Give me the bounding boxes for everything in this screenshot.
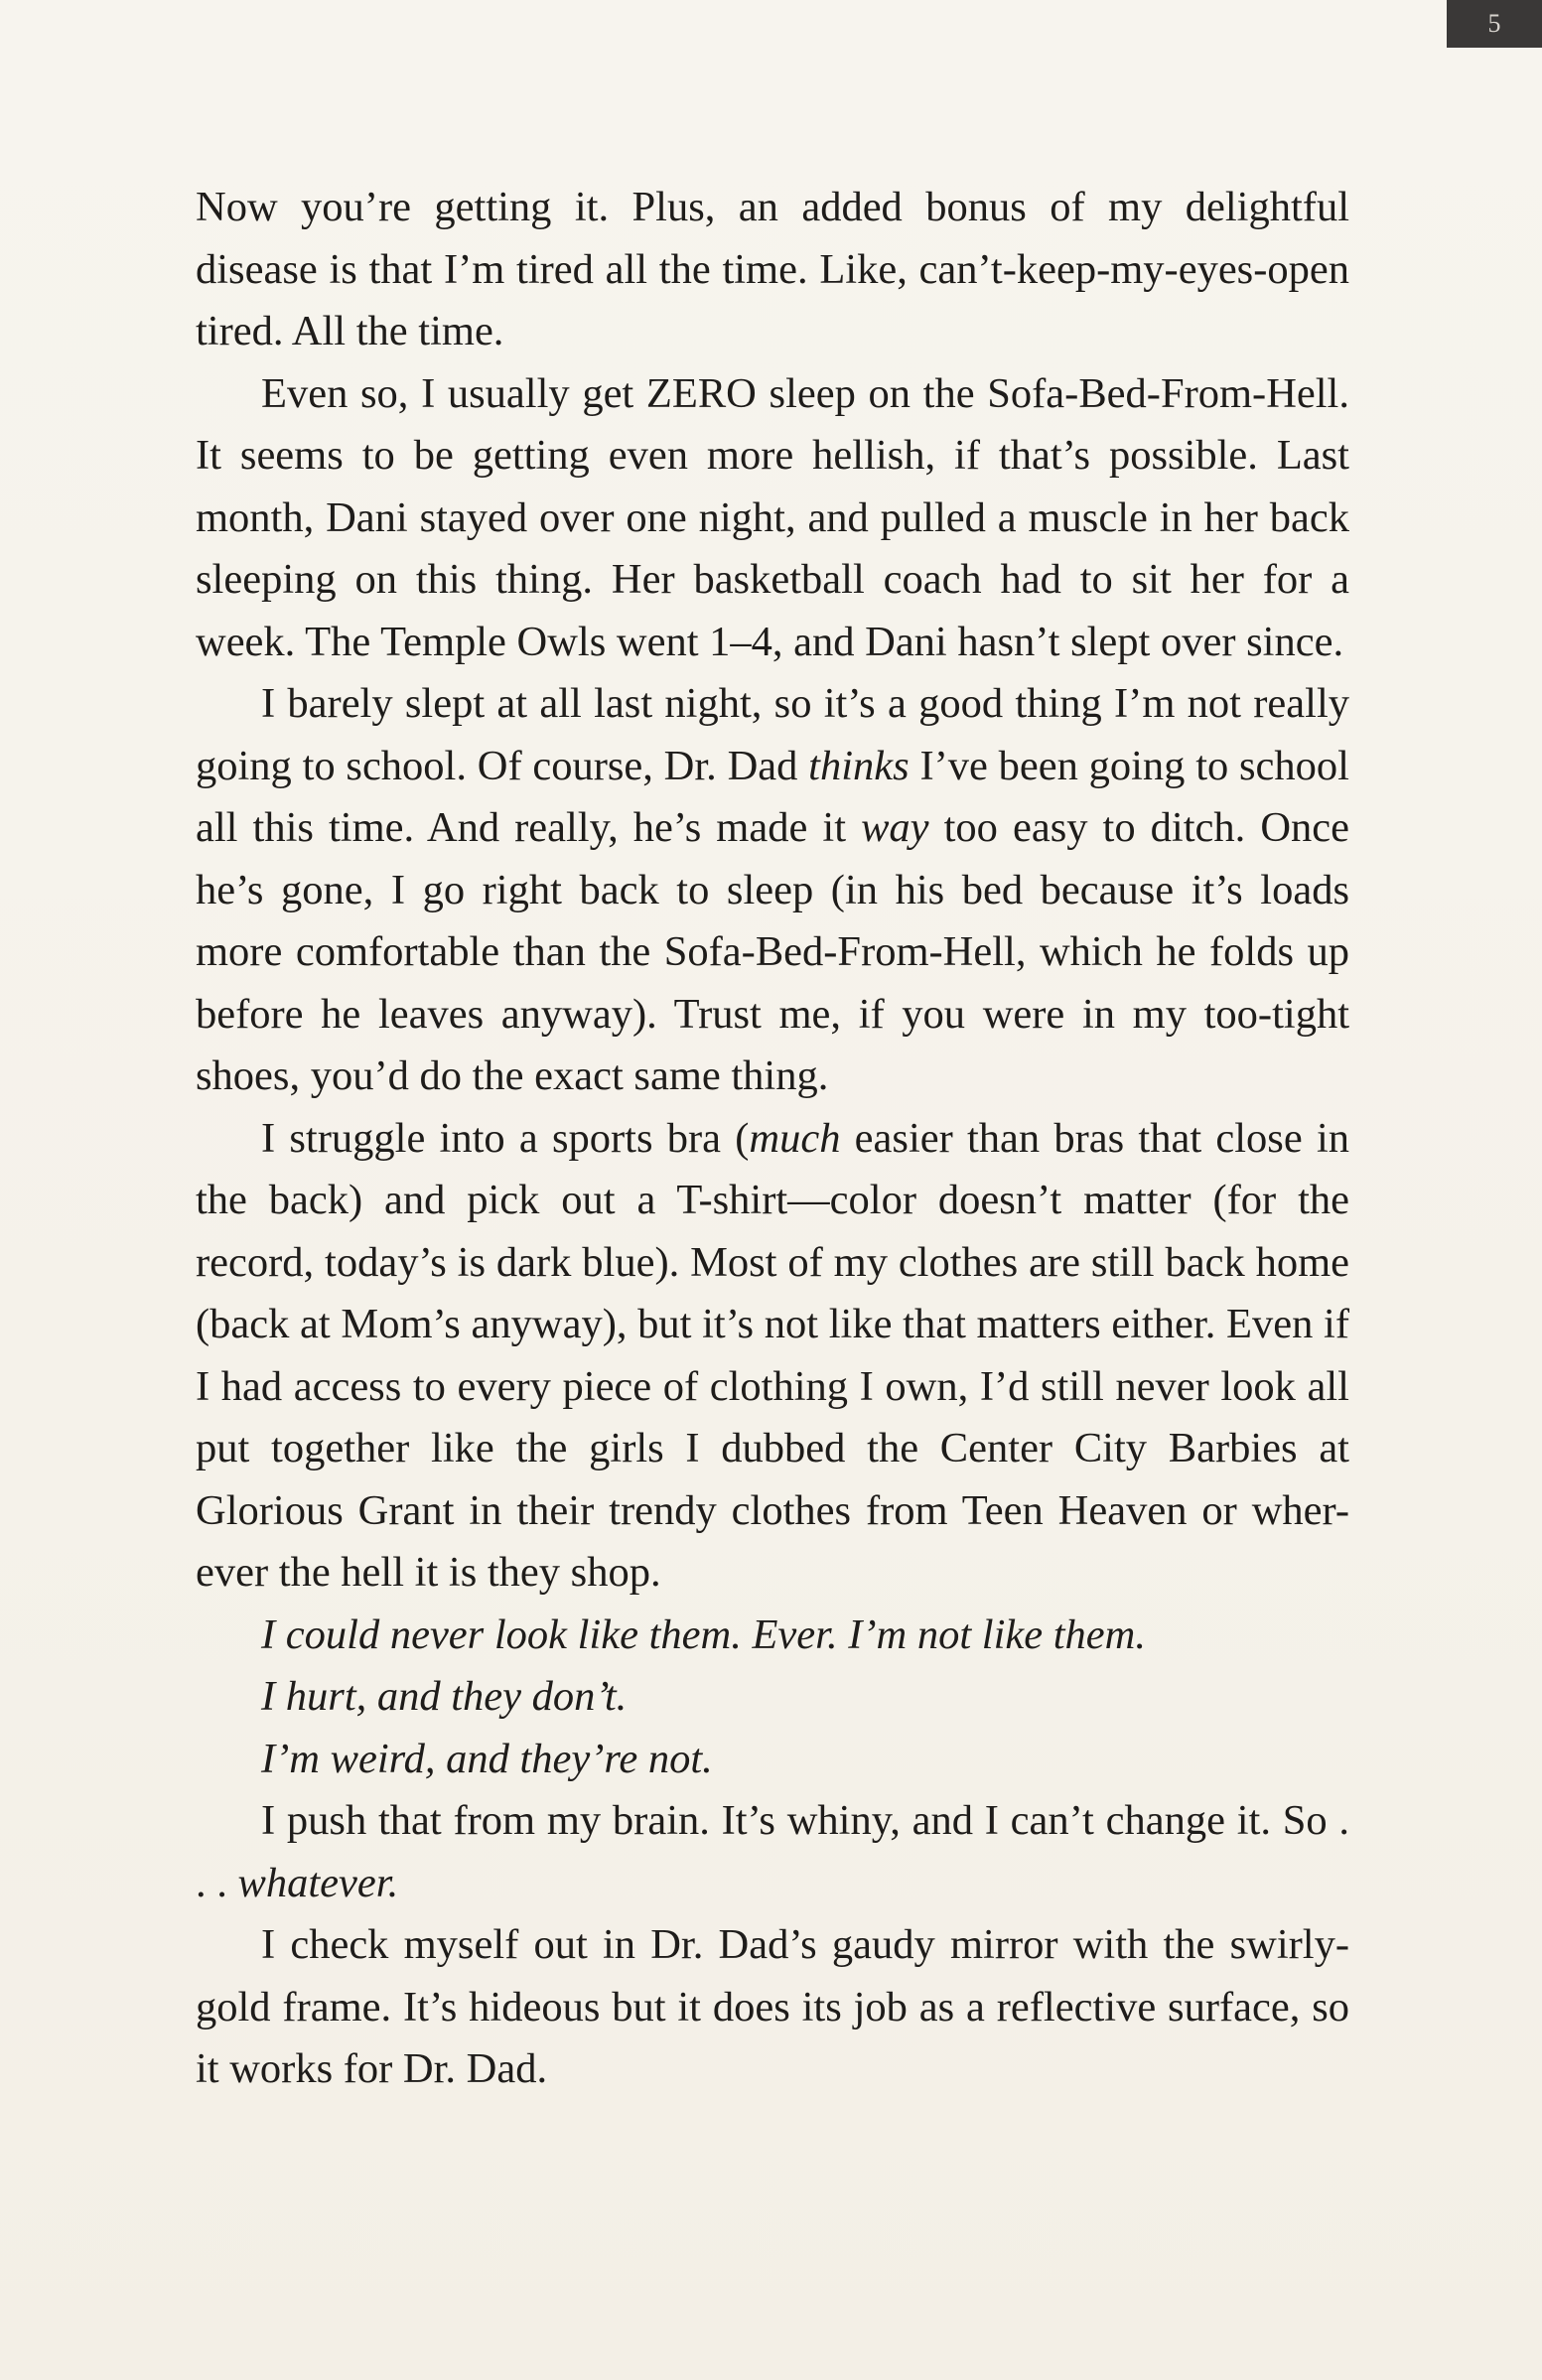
text-run: I barely slept at all last night, so it’s a good thing I’m not really going to school. Of course, Dr. Dad (196, 680, 1349, 789)
paragraph (196, 1729, 1349, 1791)
text-run: easier than bras that close in the back) and pick out a T-shirt—color doesn’t matter (for the record, today’s is dark blue). Most of my clothes are still back home (back at Mom’s anyway), but it’s not like that matters either. Even if I had access to every piece of clothing I own, I’d still never look all put together like the girls I dubbed the Center City Barbies at Glorious Grant in their trendy clothes from Teen Heaven or wher-ever the hell it is they shop. (196, 1114, 1349, 1596)
text-run: I’ve been going to school all this time. And really, he’s made it (196, 742, 1349, 851)
paragraph (196, 363, 1349, 674)
paragraph (196, 177, 1349, 363)
text-run: I struggle into a sports bra ( (261, 1114, 750, 1162)
italic-text: thinks (808, 742, 910, 789)
page-number-tab (1447, 0, 1542, 48)
italic-text: much (749, 1114, 841, 1162)
paragraph (196, 1605, 1349, 1667)
paragraph (196, 1790, 1349, 1914)
paragraph (196, 1108, 1349, 1605)
text-run: I’m weird, and they’re not. (261, 1735, 713, 1782)
italic-text: whatever. (237, 1859, 399, 1906)
text-run: I could never look like them. Ever. I’m not like them. (261, 1610, 1146, 1658)
paragraph (196, 1914, 1349, 2101)
text-run: I push that from my brain. It’s whiny, and I can’t change it. So . . . (196, 1797, 1349, 1906)
text-run: Even so, I usually get ZERO sleep on the Sofa-Bed-From-Hell. It seems to be getting even more hellish, if that’s possible. Last month, Dani stayed over one night, and pulled a muscle in her back sleeping on this thing. Her basketball coach had to sit her for a week. The Temple Owls went 1–4, and Dani hasn’t slept over since. (196, 369, 1349, 665)
body-text (196, 177, 1349, 2101)
italic-text: way (861, 804, 929, 851)
text-run: too easy to ditch. Once he’s gone, I go right back to sleep (in his bed because it’s loads more comfortable than the Sofa-Bed-From-Hell, which he folds up before he leaves anyway). Trust me, if you were in my too-tight shoes, you’d do the exact same thing. (196, 804, 1349, 1099)
page-number: 5 (1487, 9, 1501, 38)
paragraph (196, 673, 1349, 1108)
paragraph (196, 1666, 1349, 1729)
text-run: I check myself out in Dr. Dad’s gaudy mirror with the swirly-gold frame. It’s hideous but it does its job as a reflective surface, so it works for Dr. Dad. (196, 1921, 1349, 2092)
text-run: I hurt, and they don’t. (261, 1673, 628, 1720)
text-run: Now you’re getting it. Plus, an added bonus of my delightful disease is that I’m tired all the time. Like, can’t-keep-my-eyes-open tired. All the time. (196, 184, 1349, 354)
